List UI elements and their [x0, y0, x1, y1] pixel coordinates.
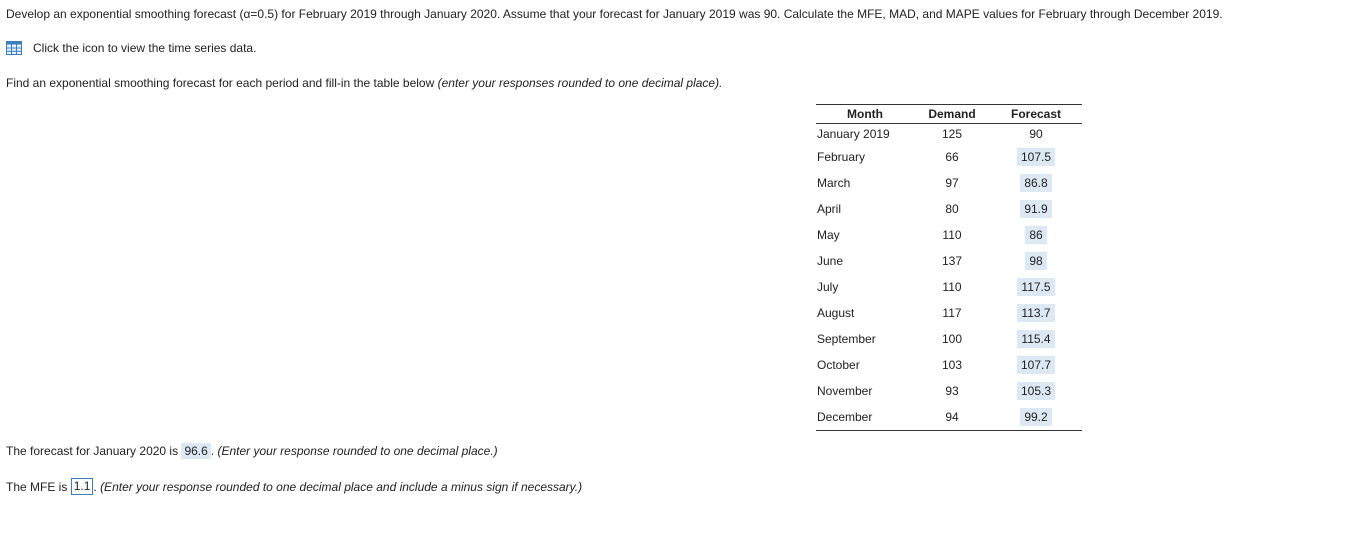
demand-cell: 110: [942, 280, 962, 294]
month-cell: October: [817, 358, 860, 372]
demand-cell: 94: [914, 404, 990, 431]
january-2020-hint: (Enter your response rounded to one decimal place.): [217, 444, 498, 458]
january-2020-suffix: .: [210, 444, 215, 458]
demand-cell: 117: [942, 306, 962, 320]
question-text: Develop an exponential smoothing forecast (α=0.5) for February 2019 through January 2020. Assume that your forecast for January 2019 was 90. Calculate the MFE, MAD, and MAPE values for February through December 2019.: [6, 7, 1223, 21]
forecast-answer[interactable]: 91.9: [1020, 200, 1051, 218]
demand-header: Demand: [914, 105, 990, 124]
mfe-hint: (Enter your response rounded to one decimal place and include a minus sign if necessary.): [100, 479, 583, 494]
forecast-header: Forecast: [990, 105, 1082, 124]
january-2020-answer[interactable]: 96.6: [181, 443, 210, 459]
forecast-answer[interactable]: 105.3: [1017, 382, 1055, 400]
demand-cell: 97: [945, 176, 959, 190]
forecast-answer[interactable]: 86.8: [1020, 174, 1051, 192]
month-cell: February: [817, 150, 866, 164]
data-link[interactable]: [6, 40, 256, 56]
month-cell: August: [817, 306, 855, 320]
table-row: [816, 300, 1082, 326]
month-cell: December: [816, 404, 914, 431]
month-cell: July: [817, 280, 839, 294]
instruction: [6, 75, 722, 91]
month-cell: January 2019: [817, 127, 890, 141]
demand-cell: 93: [945, 384, 959, 398]
table-header-row: [816, 105, 1082, 124]
table-row: [816, 352, 1082, 378]
forecast-answer[interactable]: 98: [1025, 252, 1046, 270]
forecast-answer[interactable]: 115.4: [1017, 330, 1054, 348]
january-2020-question: [6, 443, 498, 459]
demand-cell: 125: [941, 127, 963, 141]
forecast-answer[interactable]: 113.7: [1017, 304, 1054, 322]
month-cell: May: [817, 228, 840, 242]
table-grid-icon[interactable]: [6, 41, 22, 55]
table-row: [816, 404, 1082, 431]
instruction-hint: (enter your responses rounded to one decimal place).: [437, 76, 723, 90]
demand-cell: 110: [942, 228, 962, 242]
month-cell: April: [817, 202, 842, 216]
data-link-label[interactable]: Click the icon to view the time series data.: [33, 41, 257, 55]
forecast-cell: 90: [1029, 127, 1043, 141]
month-cell: March: [817, 176, 851, 190]
table-row: [816, 222, 1082, 248]
month-cell: June: [817, 254, 844, 268]
month-cell: September: [817, 332, 876, 346]
mfe-question: [6, 478, 582, 495]
demand-cell: 103: [941, 358, 963, 372]
demand-cell: 66: [945, 150, 959, 164]
table-row: [816, 326, 1082, 352]
forecast-answer[interactable]: 99.2: [1020, 408, 1051, 426]
mfe-prefix: The MFE is: [6, 479, 68, 494]
table-row: [816, 378, 1082, 404]
table-row: [816, 170, 1082, 196]
table-row: [816, 196, 1082, 222]
demand-cell: 137: [941, 254, 963, 268]
demand-cell: 80: [945, 202, 959, 216]
table-row: [816, 248, 1082, 274]
month-header: Month: [816, 105, 914, 124]
forecast-answer[interactable]: 107.5: [1017, 148, 1055, 166]
demand-cell: 100: [941, 332, 963, 346]
forecast-answer[interactable]: 86: [1025, 226, 1046, 244]
forecast-table: [816, 104, 1082, 431]
instruction-text: Find an exponential smoothing forecast for each period and fill-in the table below: [6, 76, 438, 90]
january-2020-prefix: The forecast for January 2020 is: [6, 444, 179, 458]
mfe-suffix: .: [93, 479, 97, 494]
mfe-input[interactable]: 1.1: [71, 478, 94, 495]
forecast-answer[interactable]: 107.7: [1017, 356, 1055, 374]
forecast-answer[interactable]: 117.5: [1017, 278, 1054, 296]
table-row: [816, 144, 1082, 170]
table-row: [816, 124, 1082, 145]
table-row: [816, 274, 1082, 300]
month-cell: November: [817, 384, 873, 398]
